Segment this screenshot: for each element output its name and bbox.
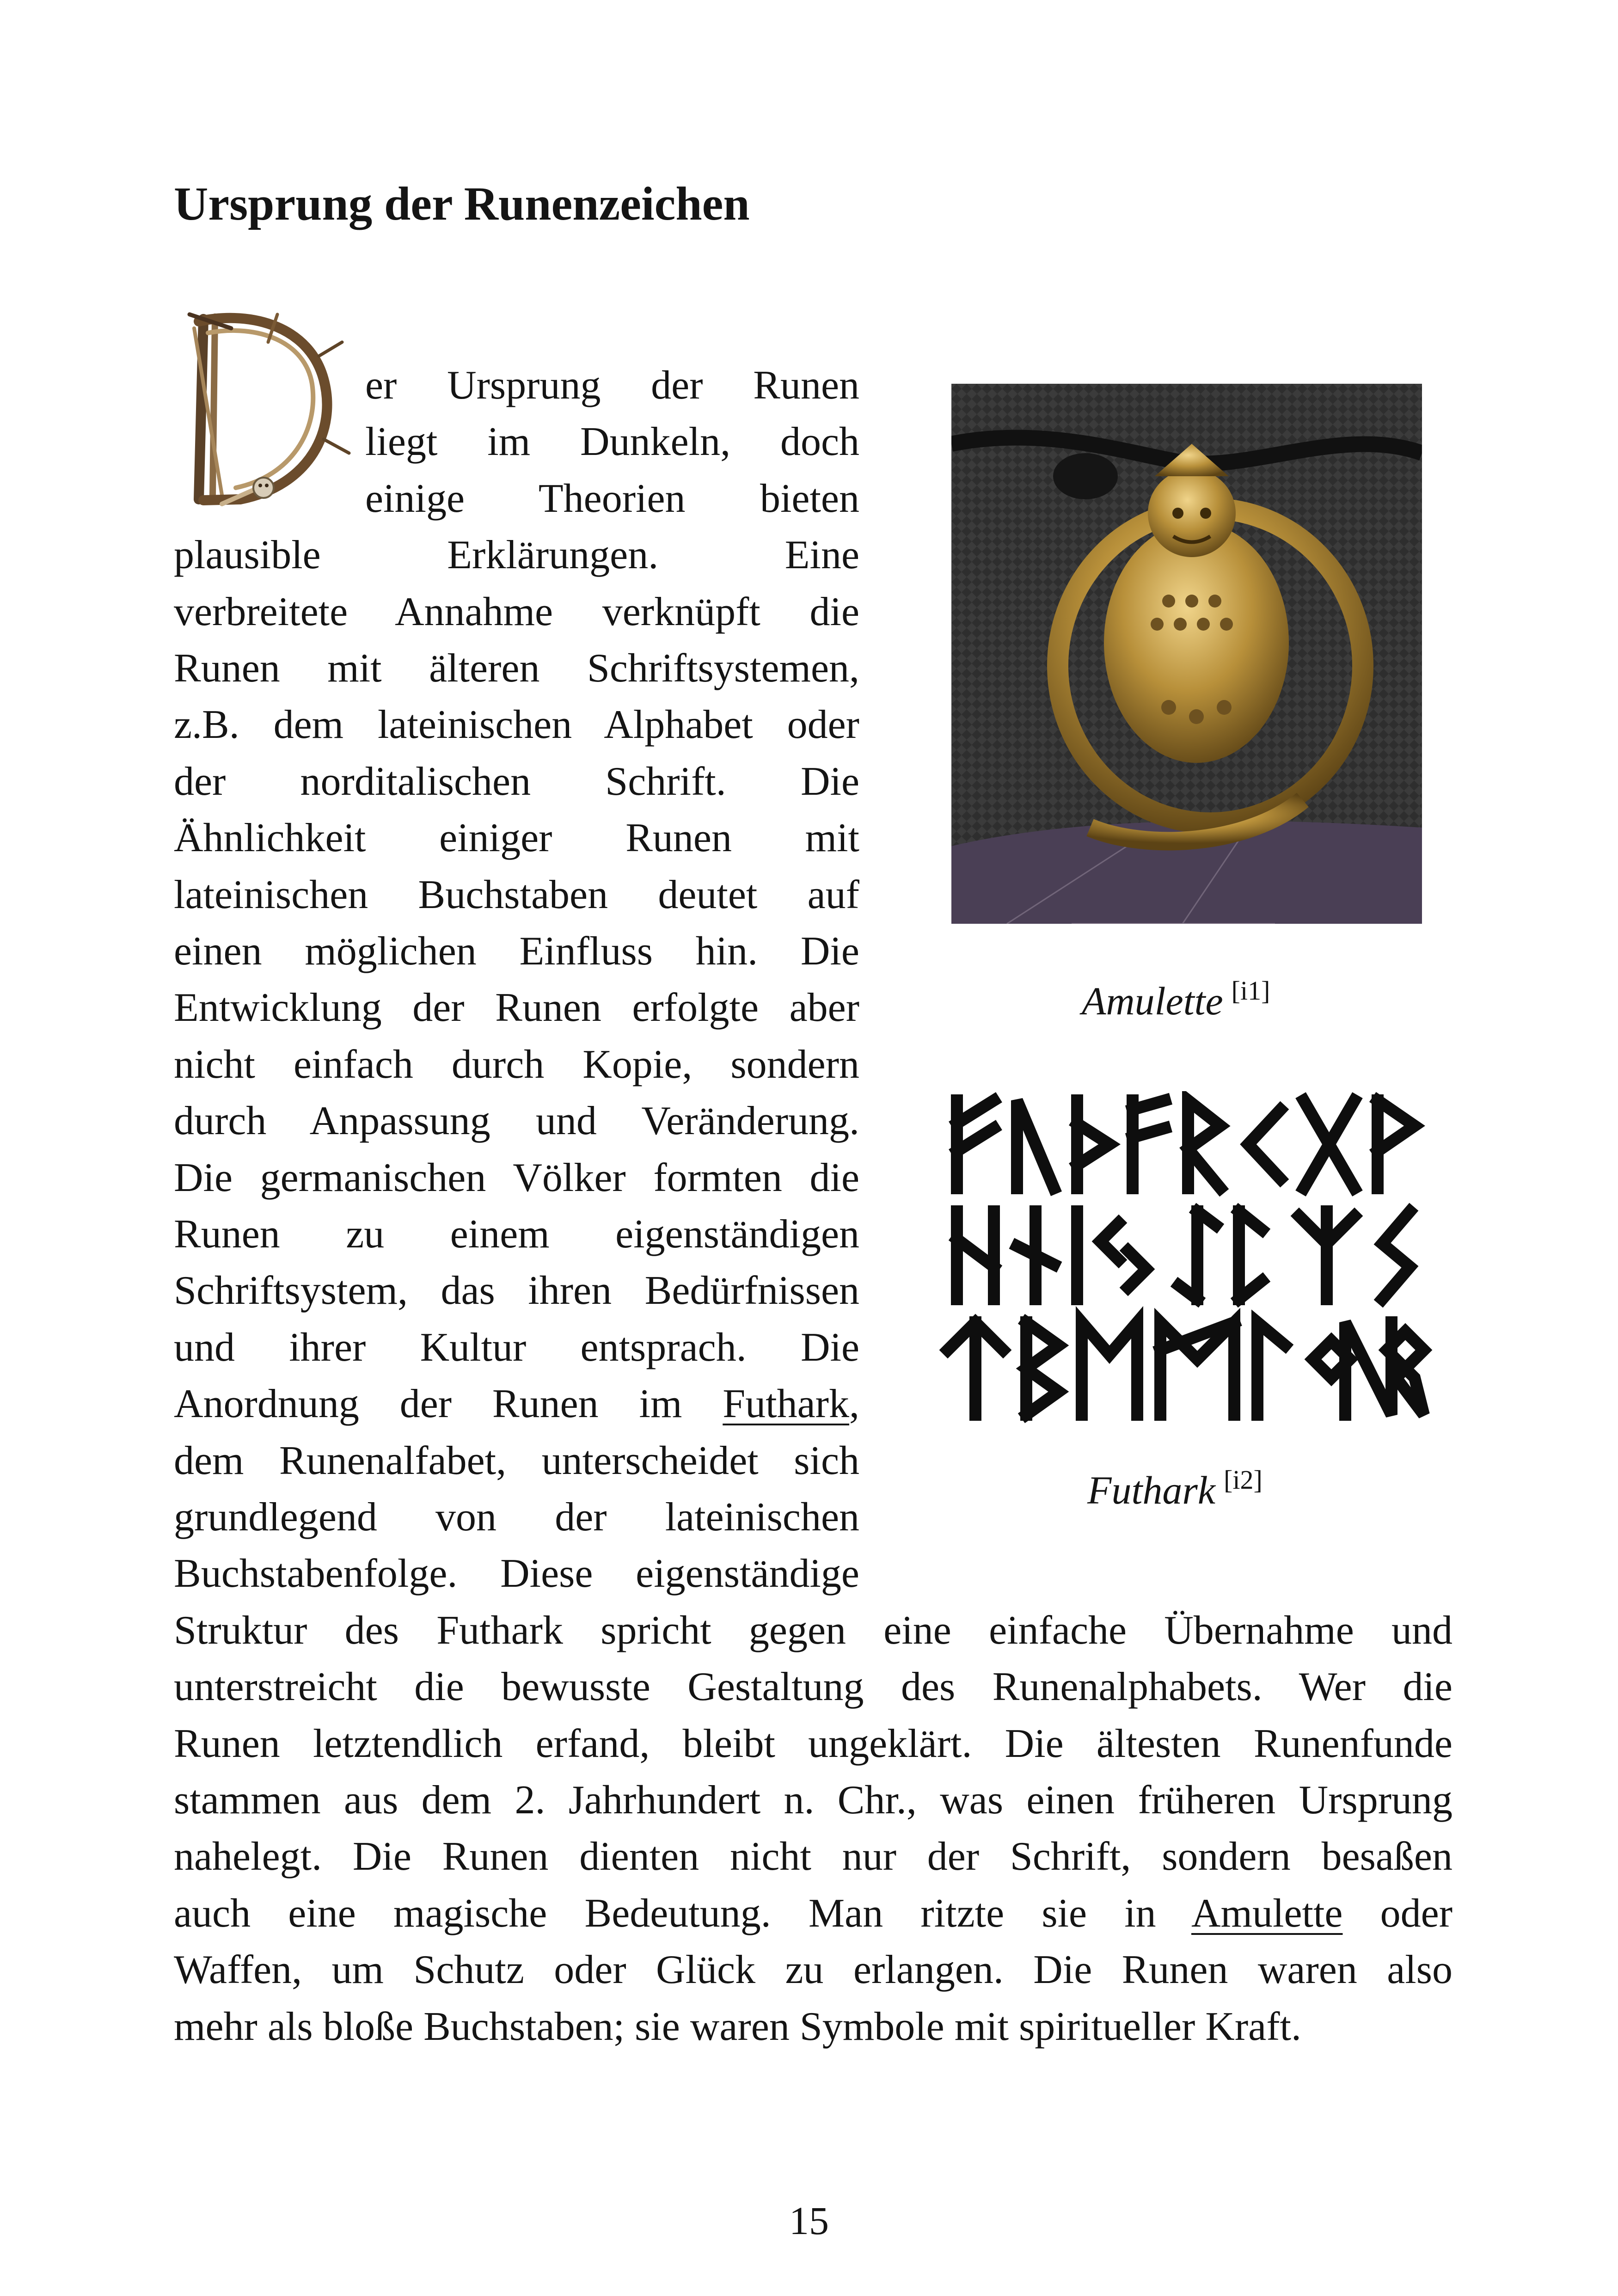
page-title: Ursprung der Runenzeichen (174, 178, 750, 230)
text-line: und ihrer Kultur entsprach. Die (174, 1325, 859, 1370)
text-line: unterstreicht die bewusste Gestaltung des Runenalphabets. Wer die (174, 1664, 1453, 1709)
text-line: Buchstabenfolge. Diese eigenständige (174, 1551, 859, 1596)
text-line: Runen mit älteren Schriftsystemen, (174, 646, 859, 691)
text-line: Ähnlichkeit einiger Runen mit (174, 816, 859, 860)
amulet-caption-label: Amulette (1082, 979, 1223, 1023)
futhark-rune-chart (938, 1091, 1438, 1424)
amulet-caption-ref: [i1] (1231, 976, 1270, 1006)
text-line: verbreitete Annahme verknüpft die (174, 589, 859, 634)
futhark-caption-ref: [i2] (1224, 1465, 1263, 1495)
text-line: auch eine magische Bedeutung. Man ritzte sie in Amulette oder (174, 1891, 1453, 1936)
amulet-photo (951, 384, 1422, 924)
text-line: Runen letztendlich erfand, bleibt ungeklärt. Die ältesten Runenfunde (174, 1721, 1453, 1766)
futhark-caption-label: Futhark (1087, 1468, 1216, 1512)
text-line: Struktur des Futhark spricht gegen eine einfache Übernahme und (174, 1608, 1453, 1653)
link-amulette[interactable]: Amulette (1191, 1891, 1343, 1936)
rune-row-3 (948, 1322, 1424, 1415)
rune-row-2 (957, 1211, 1410, 1299)
text-line: Anordnung der Runen im Futhark, (174, 1381, 859, 1426)
dropcap-d-image (171, 301, 356, 513)
text-line: Runen zu einem eigenständigen (174, 1212, 859, 1257)
text-line: liegt im Dunkeln, doch (365, 419, 859, 464)
text-line: Entwicklung der Runen erfolgte aber (174, 985, 859, 1030)
text-line: einen möglichen Einfluss hin. Die (174, 929, 859, 974)
text-line: Waffen, um Schutz oder Glück zu erlangen. Die Runen waren also (174, 1947, 1453, 1992)
futhark-caption (1087, 1465, 1263, 1512)
text-line: lateinischen Buchstaben deutet auf (174, 872, 859, 917)
text-line: stammen aus dem 2. Jahrhundert n. Chr., was einen früheren Ursprung (174, 1778, 1453, 1823)
text-line: mehr als bloße Buchstaben; sie waren Symbole mit spiritueller Kraft. (174, 2004, 1301, 2049)
text-line: nahelegt. Die Runen dienten nicht nur der Schrift, sondern besaßen (174, 1834, 1453, 1879)
text-line: plausible Erklärungen. Eine (174, 533, 859, 577)
text-line: grundlegend von der lateinischen (174, 1495, 859, 1540)
amulet-caption (1082, 976, 1270, 1023)
text-line: Die germanischen Völker formten die (174, 1155, 859, 1200)
text-line: einige Theorien bieten (365, 476, 859, 521)
text-line: Schriftsystem, das ihren Bedürfnissen (174, 1268, 859, 1313)
text-line: z.B. dem lateinischen Alphabet oder (174, 702, 859, 747)
page-number: 15 (789, 2198, 829, 2243)
rune-row-1 (957, 1100, 1415, 1188)
text-line: durch Anpassung und Veränderung. (174, 1099, 859, 1143)
text-line: nicht einfach durch Kopie, sondern (174, 1042, 859, 1087)
text-line: der norditalischen Schrift. Die (174, 759, 859, 804)
text-line: er Ursprung der Runen (365, 363, 859, 408)
text-line: dem Runenalfabet, unterscheidet sich (174, 1438, 859, 1483)
link-futhark[interactable]: Futhark (723, 1381, 849, 1426)
